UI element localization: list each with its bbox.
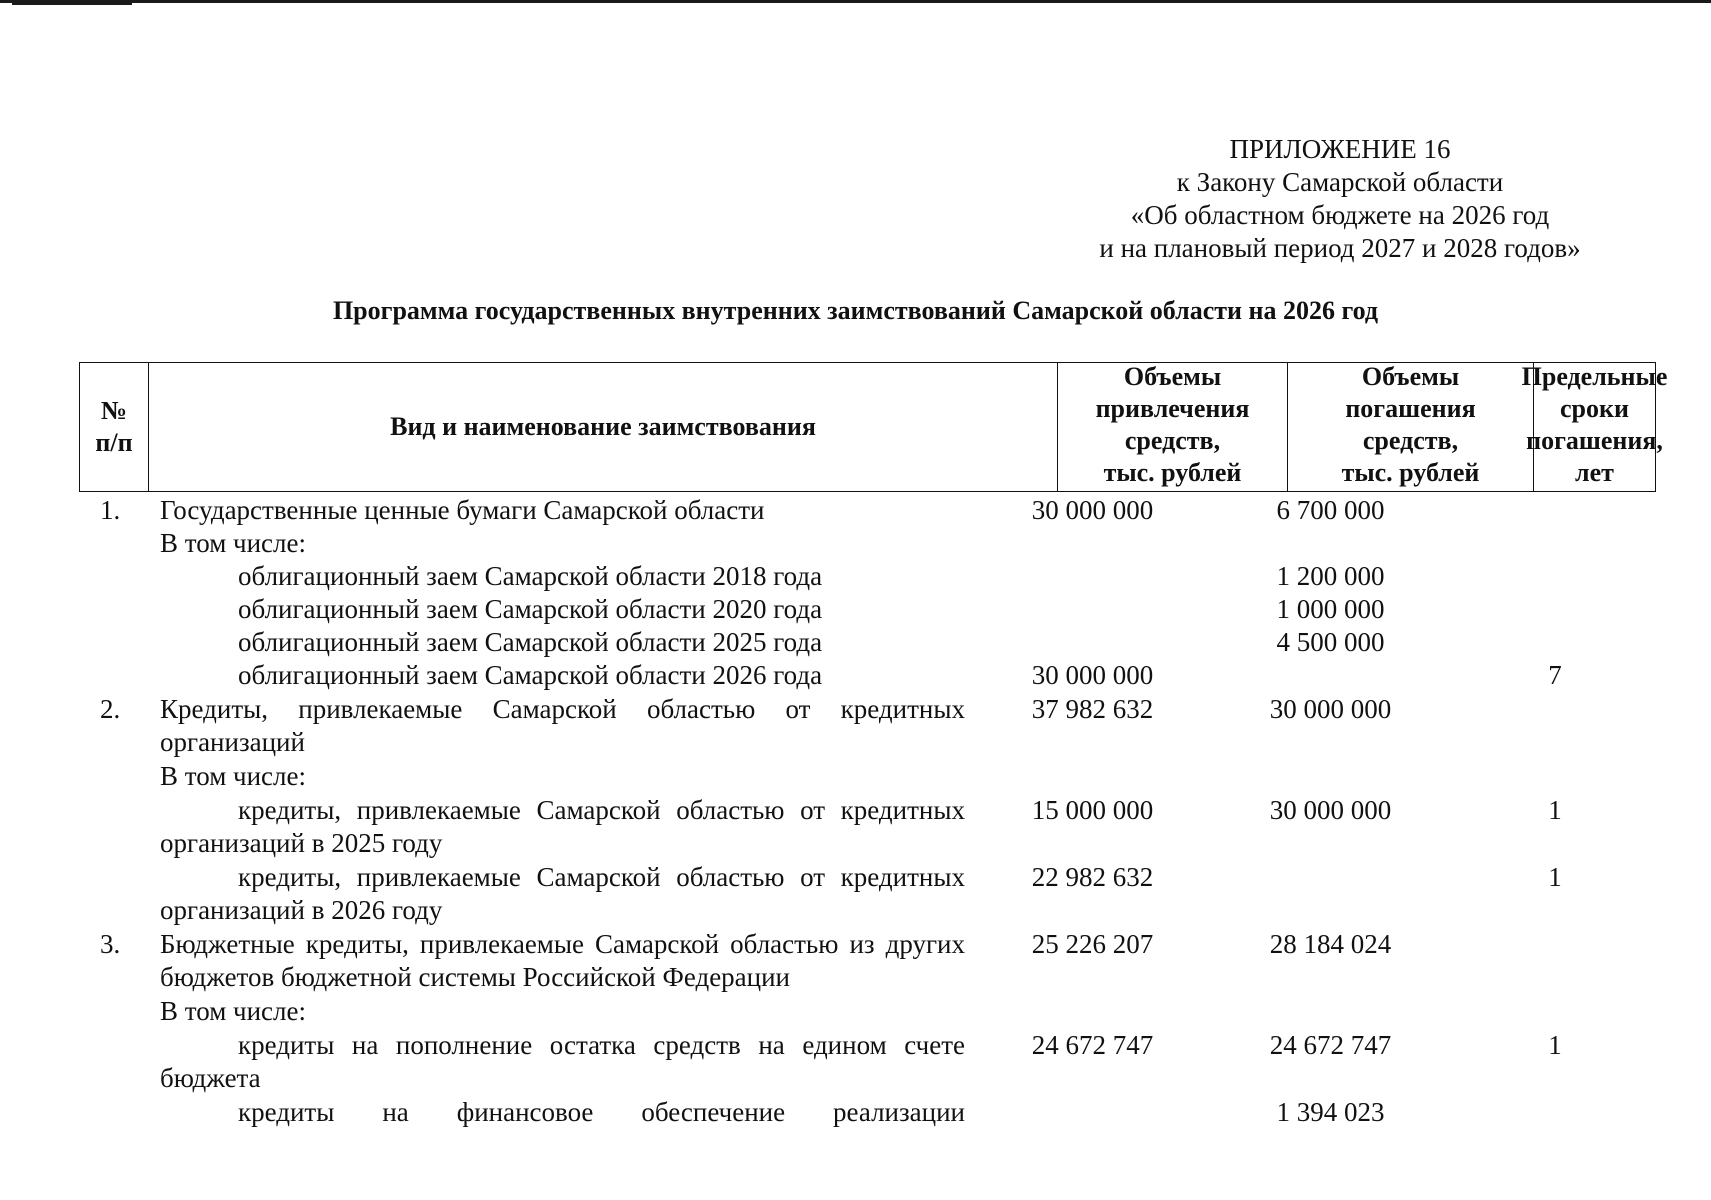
row-number: 2.	[100, 694, 121, 724]
row-name: Бюджетные кредиты, привлекаемые Самарской областью из других бюджетов бюджетной системы Российской Федерации	[160, 929, 965, 992]
row-name: облигационный заем Самарской области 2025 года	[238, 627, 823, 657]
row-name: Кредиты, привлекаемые Самарской областью от кредитных организаций	[160, 694, 965, 757]
row-name: кредиты, привлекаемые Самарской областью от кредитных организаций в 2025 году	[160, 795, 965, 858]
row-name: В том числе:	[160, 761, 306, 791]
row-repayment: 28 184 024	[1269, 929, 1392, 959]
header-name: Вид и наименование заимствования	[148, 363, 1057, 491]
row-attraction: 30 000 000	[1031, 495, 1154, 525]
row-name: В том числе:	[160, 528, 306, 558]
appendix-law-period: и на плановый период 2027 и 2028 годов»	[1099, 233, 1581, 263]
row-attraction: 37 982 632	[1031, 694, 1154, 724]
appendix-number: ПРИЛОЖЕНИЕ 16	[1229, 134, 1451, 164]
row-name: Государственные ценные бумаги Самарской области	[160, 495, 765, 525]
row-attraction: 22 982 632	[1031, 862, 1154, 892]
header-number: № п/п	[95, 396, 133, 457]
appendix-law-title: «Об областном бюджете на 2026 год	[1130, 200, 1550, 230]
appendix-law: к Закону Самарской области	[1176, 167, 1504, 197]
row-repayment: 4 500 000	[1276, 627, 1385, 657]
row-repayment: 6 700 000	[1276, 495, 1385, 525]
row-attraction: 25 226 207	[1031, 929, 1154, 959]
row-repayment: 30 000 000	[1269, 694, 1392, 724]
row-attraction: 30 000 000	[1031, 660, 1154, 690]
header-term: Предельные сроки погашения, лет	[1533, 363, 1655, 491]
row-term: 1	[1548, 862, 1562, 892]
header-repayment: Объемы погашения средств, тыс. рублей	[1287, 363, 1533, 491]
header-attraction: Объемы привлечения средств, тыс. рублей	[1057, 363, 1287, 491]
appendix-block	[1040, 133, 1640, 265]
row-number: 1.	[100, 495, 121, 525]
row-repayment: 1 200 000	[1276, 561, 1385, 591]
row-number: 3.	[100, 929, 121, 959]
scan-top-edge	[0, 0, 1711, 3]
row-term: 1	[1548, 1030, 1562, 1060]
row-name: кредиты, привлекаемые Самарской областью от кредитных организаций в 2026 году	[160, 862, 965, 925]
row-name: облигационный заем Самарской области 2026 года	[238, 660, 823, 690]
table-header	[79, 362, 1668, 492]
row-term: 7	[1548, 660, 1562, 690]
row-name: облигационный заем Самарской области 2018 года	[238, 561, 823, 591]
row-attraction: 24 672 747	[1031, 1030, 1154, 1060]
row-repayment: 30 000 000	[1269, 795, 1392, 825]
row-repayment: 1 000 000	[1276, 594, 1385, 624]
row-repayment: 1 394 023	[1276, 1097, 1385, 1127]
row-term: 1	[1548, 795, 1562, 825]
row-name: кредиты на пополнение остатка средств на едином счете бюджета	[160, 1030, 965, 1093]
row-name: кредиты на финансовое обеспечение реализации	[238, 1097, 965, 1127]
row-name: облигационный заем Самарской области 2020 года	[238, 594, 823, 624]
row-repayment: 24 672 747	[1269, 1030, 1392, 1060]
document-title: Программа государственных внутренних заимствований Самарской области на 2026 год	[332, 296, 1379, 325]
row-attraction: 15 000 000	[1031, 795, 1154, 825]
row-name: В том числе:	[160, 996, 306, 1026]
